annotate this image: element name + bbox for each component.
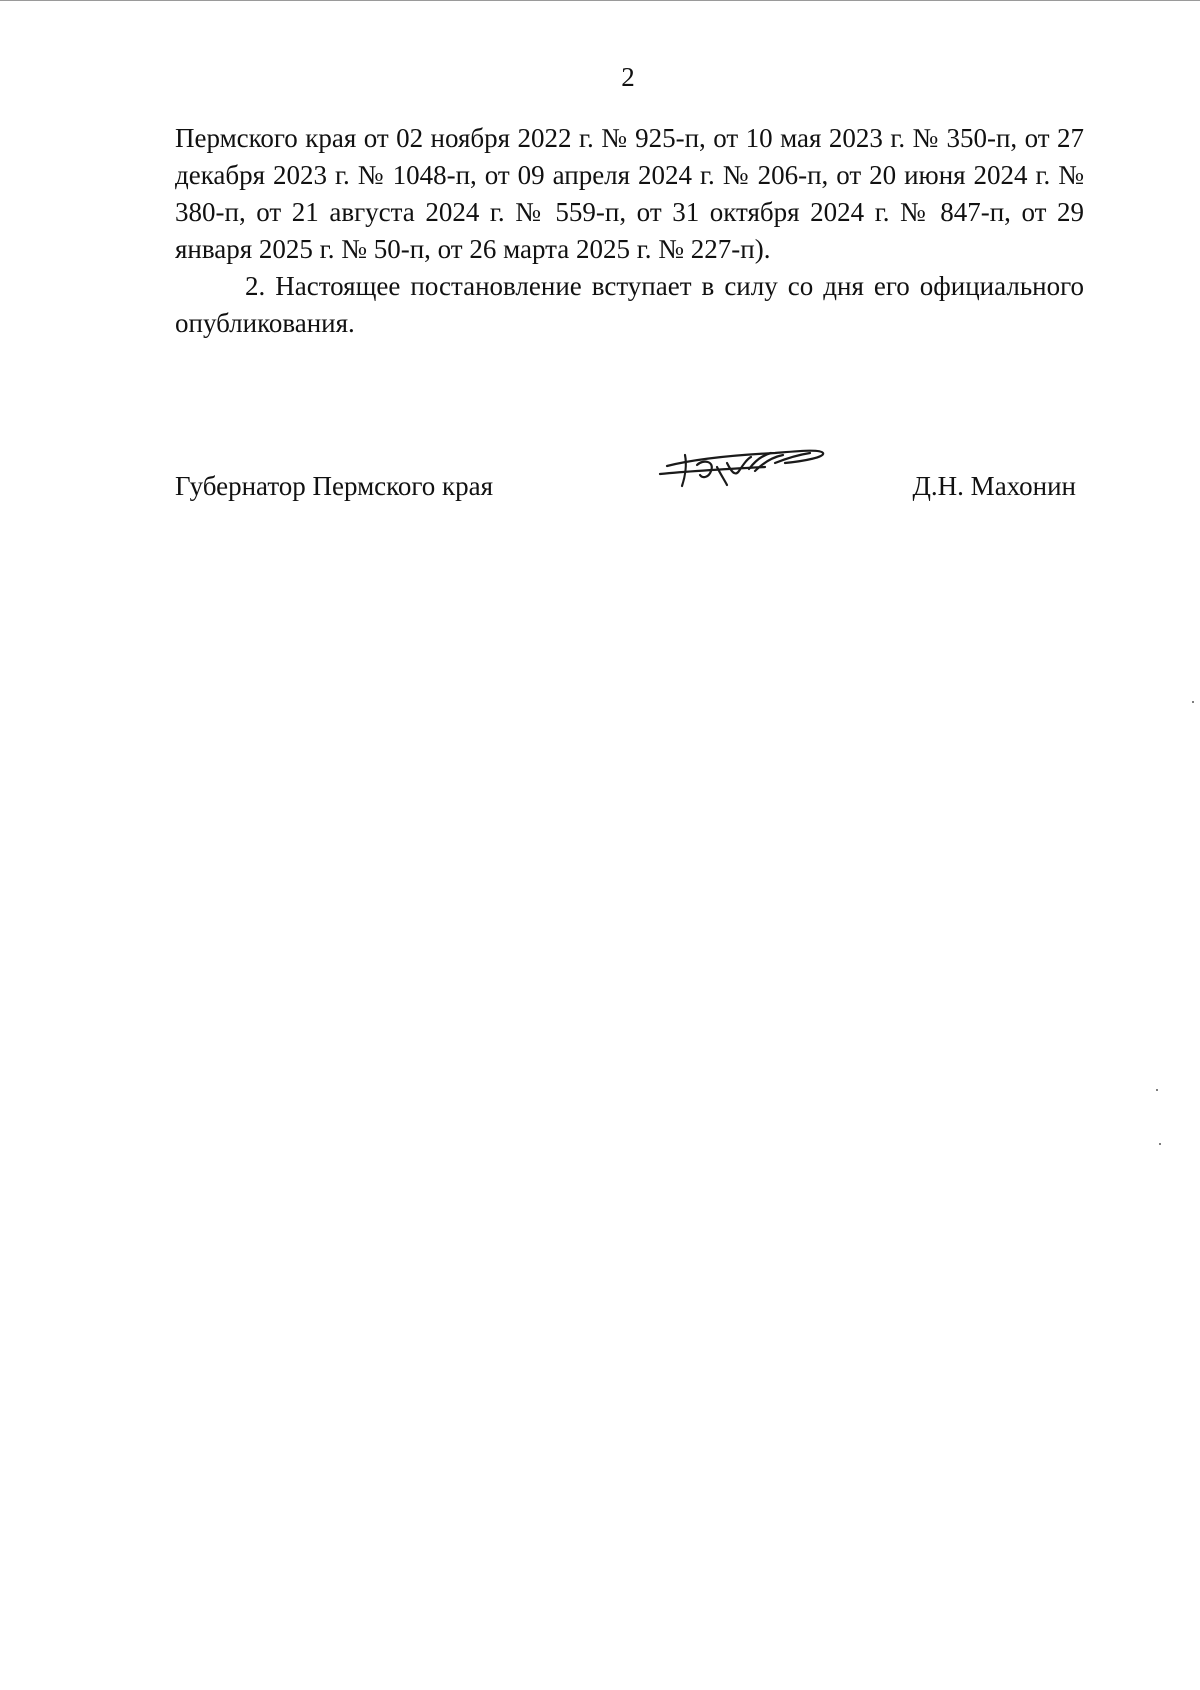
scan-artifact: [1159, 1143, 1161, 1145]
scan-artifact: [1156, 1089, 1158, 1091]
signer-position: Губернатор Пермского края: [175, 471, 494, 501]
paragraph-amendments-list: Пермского края от 02 ноября 2022 г. № 925-п, от 10 мая 2023 г. № 350-п, от 27 декабря 2023 г. № 1048-п, от 09 апреля 2024 г. № 206-п, от 20 июня 2024 г. № 380-п, от 21 августа 2024 г. № 559-п, от 31 октября 2024 г. № 847-п, от 29 января 2025 г. № 50-п, от 26 марта 2025 г. № 227-п).: [175, 123, 1084, 264]
document-body: [175, 120, 1084, 342]
paragraph-effective-date: 2. Настоящее постановление вступает в силу со дня его официального опубликования.: [175, 271, 1084, 338]
page-number: 2: [621, 62, 635, 92]
signature-block: [175, 471, 1076, 511]
signer-name: Д.Н. Махонин: [912, 471, 1076, 501]
scan-artifact: [1192, 701, 1194, 703]
